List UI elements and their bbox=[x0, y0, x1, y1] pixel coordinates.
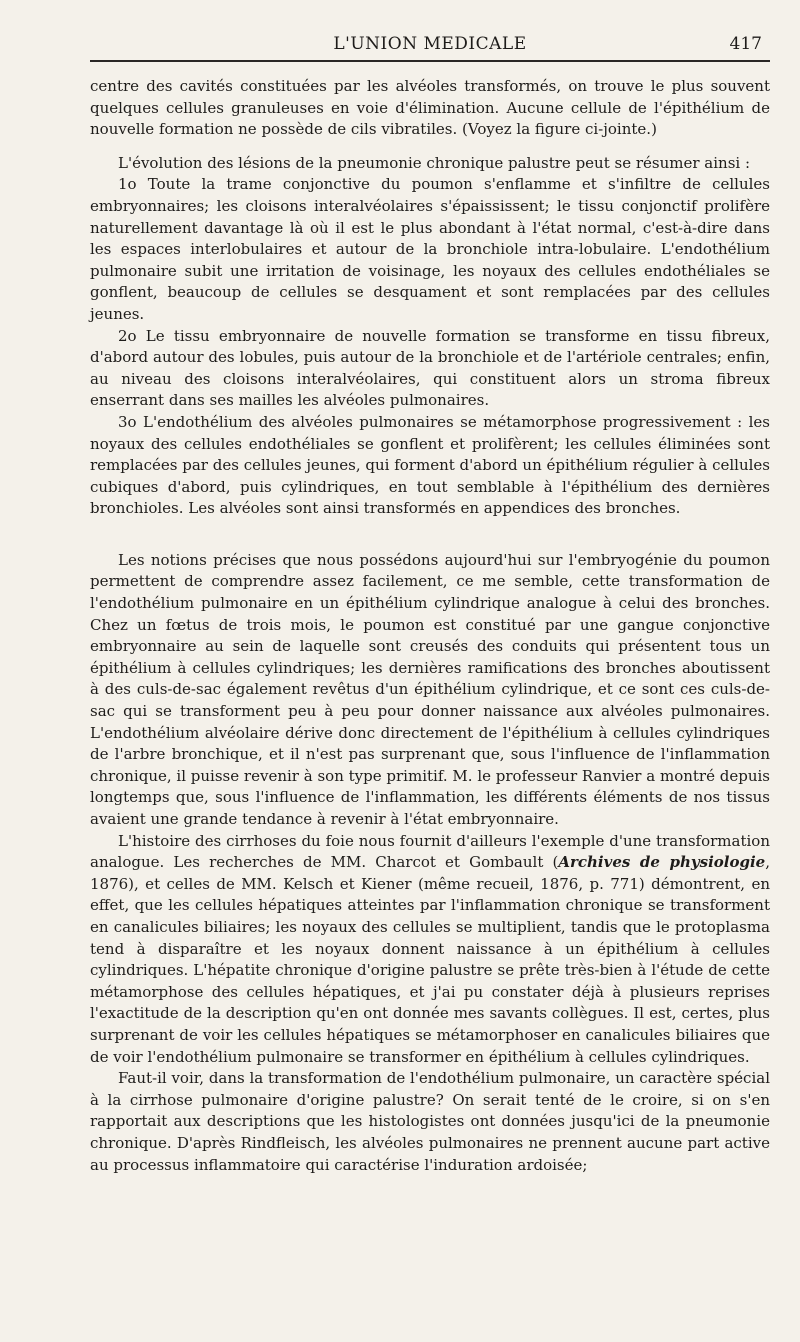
paragraph-7 bbox=[90, 831, 770, 1069]
running-title: L'UNION MEDICALE bbox=[333, 34, 527, 54]
paragraph-5: 3o L'endothélium des alvéoles pulmonaires se métamorphose progressivement : les noyaux des cellules endothéliales se gonflent et prolifèrent; les cellules éliminées sont remplacées par des cellules jeunes, qui forment d'abord un épithélium régulier à cellules cubiques d'abord, puis cylindriques, en tout semblable à l'épithélium des dernières bronchioles. Les alvéoles sont ainsi transformés en appendices des bronches. bbox=[90, 412, 770, 518]
paragraph-1: centre des cavités constituées par les alvéoles transformés, on trouve le plus souvent quelques cellules granuleuses en voie d'élimination. Aucune cellule de l'épithélium de nouvelle formation ne possède de cils vibratiles. (Voyez la figure ci-jointe.) bbox=[90, 77, 770, 139]
paragraph-7-end: , 1876), et celles de MM. Kelsch et Kiener (même recueil, 1876, p. 771) démontrent, en effet, que les cellules hépatiques atteintes par l'inflammation chronique se transforment en canalicules biliaires; les noyaux des cellules se multiplient, tandis que le protoplasma tend à disparaître et les noyaux donnent naissance à un épithélium à cellules cylindriques. L'hépatite chronique d'origine palustre se prête très-bien à l'étude de cette métamorphose des cellules hépatiques, et j'ai pu constater déjà à plusieurs reprises l'exactitude de la description qu'en ont donnée mes savants collègues. Il est, certes, plus surprenant de voir les cellules hépatiques se métamorphoser en canalicules biliaires que de voir l'endothélium pulmonaire se transformer en épithélium à cellules cylindriques. bbox=[90, 853, 770, 1066]
paragraph-7-start: L'histoire des cirrhoses du foie nous fournit d'ailleurs l'exemple d'une transformation analogue. Les recherches de MM. Charcot et Gombault ( bbox=[90, 831, 770, 872]
page-number: 417 bbox=[729, 34, 762, 54]
paragraph-2: L'évolution des lésions de la pneumonie chronique palustre peut se résumer ainsi : bbox=[118, 153, 751, 172]
paragraph-8: Faut-il voir, dans la transformation de l'endothélium pulmonaire, un caractère spécial à la cirrhose pulmonaire d'origine palustre? On serait tenté de le croire, si on s'en rapportait aux descriptions que les histologistes ont données jusqu'ici de la pneumonie chronique. D'après Rindfleisch, les alvéoles pulmonaires ne prennent aucune part active au processus inflammatoire qui caractérise l'induration ardoisée; bbox=[90, 1069, 770, 1174]
paragraph-4: 2o Le tissu embryonnaire de nouvelle formation se transforme en tissu fibreux, d'abord autour des lobules, puis autour de la bronchiole et de l'artériole centrales; enfin, au niveau des cloisons interalvéolaires, qui constituent alors un stroma fibreux enserrant dans ses mailles les alvéoles pulmonaires. bbox=[90, 326, 770, 410]
page-header bbox=[90, 30, 770, 62]
body-text bbox=[90, 76, 770, 1176]
journal-title: Archives de physiologie bbox=[558, 853, 766, 872]
paragraph-6: Les notions précises que nous possédons aujourd'hui sur l'embryogénie du poumon permettent de comprendre assez facilement, ce me semble, cette transformation de l'endothélium pulmonaire en un épithélium cylindrique analogue à celui des bronches. Chez un fœtus de trois mois, le poumon est constitué par une gangue conjonctive embryonnaire au sein de laquelle sont creusés des conduits qui présentent tous un épithélium à cellules cylindriques; les dernières ramifications des bronches aboutissent à des culs-de-sac également revêtus d'un épithélium cylindrique, et ce sont ces culs-de-sac qui se transforment peu à peu pour donner naissance aux alvéoles pulmonaires. L'endothélium alvéolaire dérive donc directement de l'épithélium à cellules cylindriques de l'arbre bronchique, et il n'est pas surprenant que, sous l'influence de l'inflammation chronique, il puisse revenir à son type primitif. M. le professeur Ranvier a montré depuis longtemps que, sous l'influence de l'inflammation, les différents éléments de nos tissus avaient une grande tendance à revenir à l'état embryonnaire. bbox=[90, 550, 770, 828]
paragraph-3: 1o Toute la trame conjonctive du poumon s'enflamme et s'infiltre de cellules embryonnaires; les cloisons interalvéolaires s'épaississent; le tissu conjonctif prolifère naturellement davantage là où il est le plus abondant à l'état normal, c'est-à-dire dans les espaces interlobulaires et autour de la bronchiole intra-lobulaire. L'endothélium pulmonaire subit une irritation de voisinage, les noyaux des cellules endothéliales se gonflent, beaucoup de cellules se desquament et sont remplacées par des cellules jeunes. bbox=[90, 175, 770, 323]
